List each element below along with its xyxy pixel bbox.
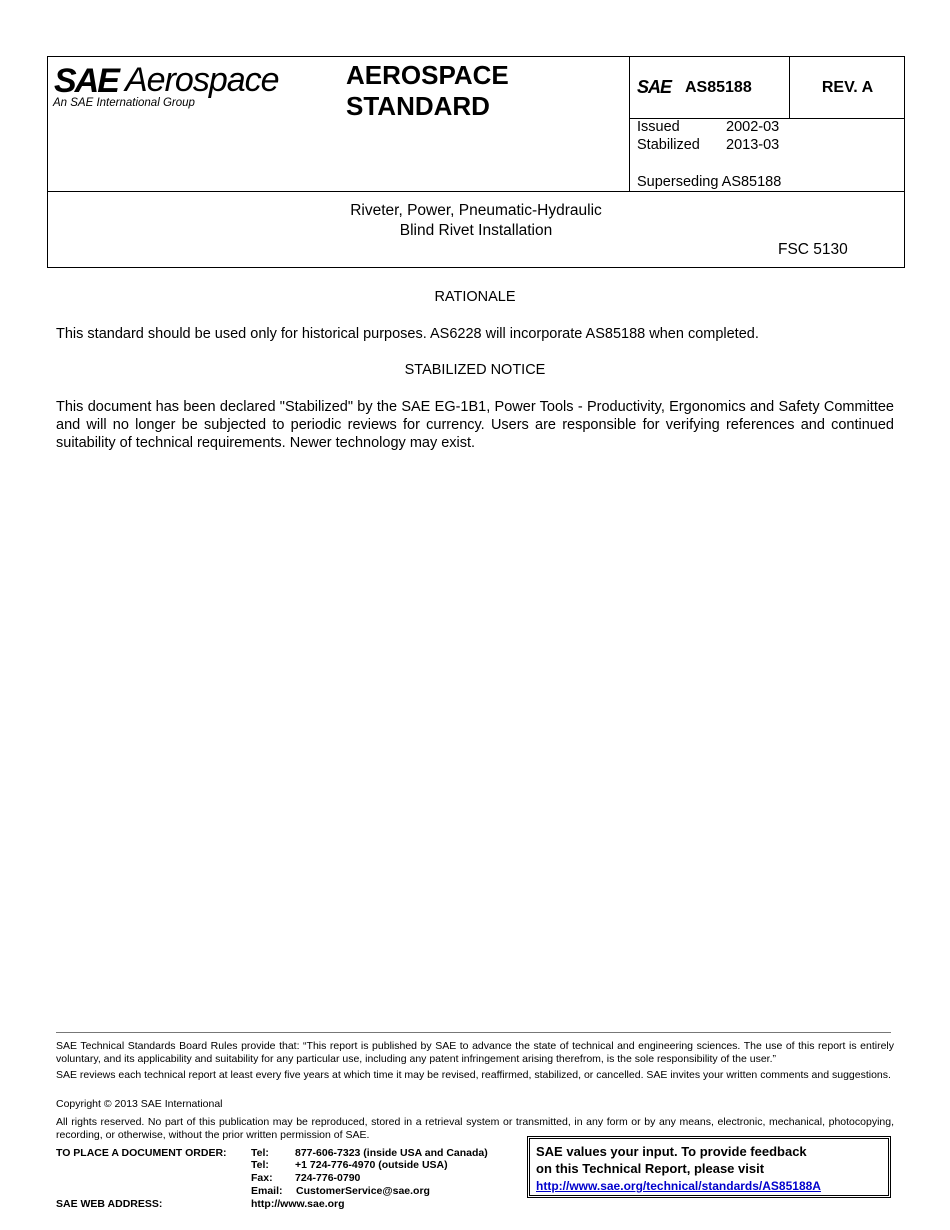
feedback-line1: SAE values your input. To provide feedback — [536, 1144, 807, 1159]
tel-value: 877-606-7323 (inside USA and Canada) — [295, 1147, 488, 1159]
sae-mini-logo: SAE — [637, 77, 672, 97]
footer-rules-paragraph: SAE Technical Standards Board Rules provide that: “This report is published by SAE to advance the state of technical and engineering sciences. The use of this report is entirely voluntary, and its applicability and suitability for any particular use, including any patent infringement arising therefrom, is the sole responsibility of the user.” — [56, 1040, 894, 1065]
issued-label: Issued — [637, 119, 680, 135]
footer-rule — [56, 1032, 891, 1033]
divider — [48, 191, 904, 192]
issued-value: 2002-03 — [726, 119, 780, 135]
feedback-link[interactable]: http://www.sae.org/technical/standards/AS85188A — [536, 1179, 821, 1193]
document-type — [346, 60, 509, 122]
stabilized-notice-text: This document has been declared "Stabilized" by the SAE EG-1B1, Power Tools - Productivity, Ergonomics and Safety Committee and will no longer be subjected to periodic reviews for currency. Users are responsible for verifying references and continued suitability of technical requirements. Newer technology may exist. — [56, 399, 894, 451]
fax-label: Fax: — [251, 1172, 273, 1184]
footer-review-paragraph: SAE reviews each technical report at least every five years at which time it may be revised, reaffirmed, stabilized, or cancelled. SAE invites your written comments and suggestions. — [56, 1069, 891, 1081]
header-table — [47, 56, 905, 268]
tel-label: Tel: — [251, 1147, 269, 1159]
email-value[interactable]: CustomerService@sae.org — [296, 1185, 430, 1197]
feedback-box — [527, 1136, 891, 1198]
tel2-label: Tel: — [251, 1159, 269, 1171]
divider — [629, 57, 630, 191]
feedback-line2: on this Technical Report, please visit — [536, 1161, 765, 1176]
document-type-line1: AEROSPACE — [346, 60, 509, 90]
fsc-code: FSC 5130 — [778, 241, 848, 258]
sae-logo: SAE — [54, 62, 118, 100]
document-title-line2: Blind Rivet Installation — [399, 222, 553, 239]
stabilized-value: 2013-03 — [726, 137, 780, 153]
rationale-text: This standard should be used only for historical purposes. AS6228 will incorporate AS85188 when completed. — [56, 326, 759, 342]
copyright: Copyright © 2013 SAE International — [56, 1098, 223, 1110]
aerospace-logo-text: Aerospace — [125, 61, 279, 99]
tel2-value: +1 724-776-4970 (outside USA) — [295, 1159, 448, 1171]
web-label: SAE WEB ADDRESS: — [56, 1198, 163, 1210]
document-title-line1: Riveter, Power, Pneumatic-Hydraulic — [350, 202, 602, 219]
document-type-line2: STANDARD — [346, 91, 490, 121]
stabilized-label: Stabilized — [637, 137, 700, 153]
order-label: TO PLACE A DOCUMENT ORDER: — [56, 1147, 227, 1159]
revision: REV. A — [821, 79, 874, 96]
web-value[interactable]: http://www.sae.org — [251, 1198, 345, 1210]
rights-paragraph: All rights reserved. No part of this publication may be reproduced, stored in a retrieval system or transmitted, in any form or by any means, electronic, mechanical, photocopying, recording, or otherwise, without the prior written permission of SAE. — [56, 1116, 894, 1141]
rationale-heading: RATIONALE — [434, 289, 516, 305]
document-number: AS85188 — [685, 79, 752, 96]
email-label: Email: — [251, 1185, 283, 1197]
fax-value: 724-776-0790 — [295, 1172, 361, 1184]
superseding: Superseding AS85188 — [637, 174, 782, 190]
logo-subtitle: An SAE International Group — [53, 97, 195, 109]
stabilized-notice-heading: STABILIZED NOTICE — [404, 362, 546, 378]
